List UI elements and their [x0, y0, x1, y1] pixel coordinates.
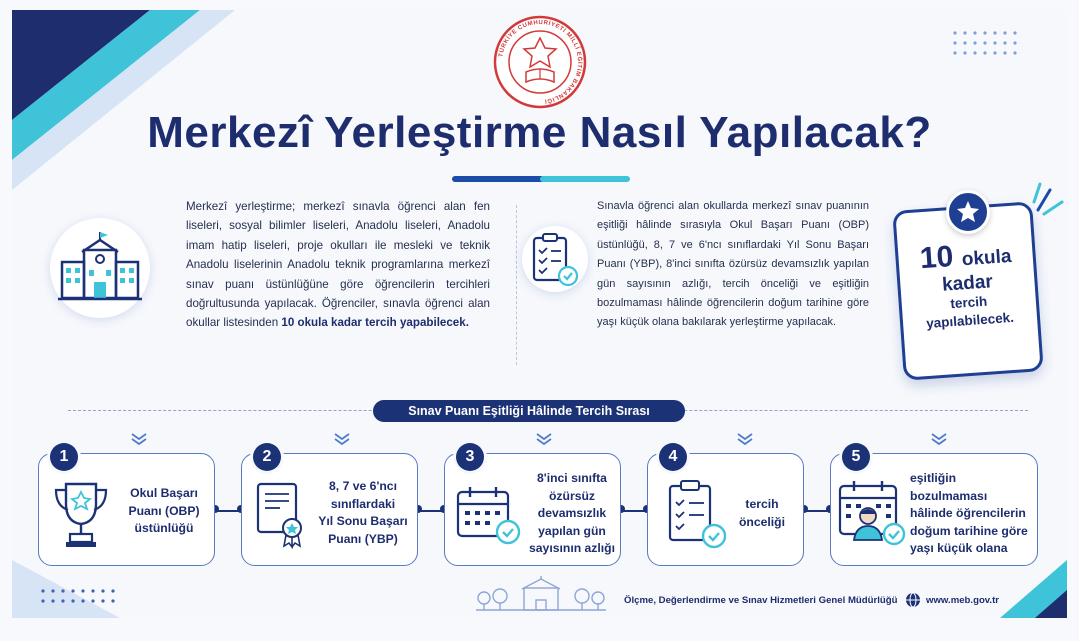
dot-grid-top-right	[952, 30, 1022, 60]
star-icon	[949, 193, 987, 231]
svg-text:TÜRKİYE CUMHURİYETİ MİLLÎ EĞİT: TÜRKİYE CUMHURİYETİ MİLLÎ EĞİTİM BAKANLIĞI	[498, 19, 583, 104]
dot-grid-bottom-left	[40, 588, 120, 608]
school-building-icon	[58, 232, 142, 302]
chevron-down-icon	[130, 432, 148, 446]
globe-icon	[905, 592, 921, 608]
callout-line4: yapılabilecek.	[925, 309, 1015, 331]
callout-unit: okula	[961, 245, 1013, 271]
chevron-down-icon	[535, 432, 553, 446]
step-3-line: sayısının azlığı	[528, 541, 616, 555]
step-5-line: hâlinde öğrencilerin	[910, 506, 1026, 520]
step-2-line: 8, 7 ve 6'ncı	[329, 479, 397, 493]
step-4-line: tercih	[745, 497, 779, 511]
step-3-line: devamsızlık	[537, 506, 607, 520]
step-4-line: önceliği	[738, 514, 786, 529]
step-text-1	[118, 485, 210, 538]
chevron-down-icon	[736, 432, 754, 446]
clipboard-check-icon	[530, 232, 582, 288]
section-pill: Sınav Puanı Eşitliği Hâlinde Tercih Sırası	[373, 400, 685, 422]
step-5-line: yaşı küçük olana	[910, 541, 1008, 555]
left-paragraph-bold: 10 okula kadar tercih yapabilecek.	[281, 316, 469, 330]
step-text-2	[312, 478, 414, 548]
chevron-down-icon	[930, 432, 948, 446]
footer-organization: Ölçme, Değerlendirme ve Sınav Hizmetleri Genel Müdürlüğü	[624, 595, 898, 606]
step-1-line: Okul Başarı	[130, 486, 198, 500]
calendar-student-icon	[836, 478, 908, 550]
ministry-seal-logo	[492, 14, 588, 110]
title-underline-accent	[540, 176, 630, 182]
step-number-2: 2	[253, 443, 281, 471]
step-2-line: sınıflardaki	[330, 496, 396, 511]
step-1-line: Puanı (OBP)	[128, 503, 200, 518]
step-3-line: özürsüz	[548, 488, 596, 503]
step-3-line: yapılan gün	[538, 523, 606, 538]
callout-number: 10	[918, 239, 955, 276]
step-number-4: 4	[659, 443, 687, 471]
step-3-line: 8'inci sınıfta	[537, 471, 607, 485]
step-2-line: Yıl Sonu Başarı	[318, 514, 408, 528]
star-badge	[946, 190, 990, 234]
certificate-icon	[254, 480, 310, 550]
callout-line2: kadar	[941, 271, 994, 296]
right-paragraph: Sınavla öğrenci alan okullarda merkezî sınav puanının eşitliği hâlinde sırasıyla Okul Başarı Puanı (OBP) üstünlüğü, 8, 7 ve 6'ncı sınıflardaki Yıl Sonu Başarı Puanı (YBP), 8'inci sınıfta özürsüz devamsızlık yapılan gün sayısının azlığı, tercih önceliği ve eşitliğin bozulmaması hâlinde öğrencilerin doğum tarihine göre yaşı küçük olana bakılarak yerleştirme yapılacak.	[597, 200, 869, 329]
step-2-line: Puanı (YBP)	[328, 531, 398, 546]
step-5-line: bozulmaması	[910, 488, 988, 503]
step-text-3	[526, 470, 618, 558]
step-text-5	[910, 470, 1034, 558]
footer-website-link[interactable]: www.meb.gov.tr	[926, 595, 1000, 606]
step-number-3: 3	[456, 443, 484, 471]
column-divider	[516, 205, 517, 365]
trophy-icon	[50, 478, 112, 550]
left-paragraph	[186, 197, 490, 333]
step-5-line: doğum tarihine göre	[910, 523, 1028, 538]
checklist-icon	[666, 478, 730, 550]
calendar-check-icon	[454, 484, 524, 548]
callout-line3: tercih	[949, 293, 988, 312]
left-paragraph-text: Merkezî yerleştirme; merkezî sınavla öğrenci alan fen liseleri, sosyal bilimler liseleri, Anadolu liseleri, Anadolu imam hatip liseleri, proje okulları ile mesleki ve teknik Anadolu liselerinin Anadolu teknik programlarına merkezî sınav puanı üstünlüğüne göre öğrencilerin tercihleri doğrultusunda yapılacak. Öğrenciler, sınavla öğrenci alan okullar listesinden	[186, 200, 490, 330]
step-number-1: 1	[50, 443, 78, 471]
step-1-line: üstünlüğü	[134, 521, 194, 535]
step-text-4	[730, 496, 794, 531]
school-skyline-icon	[476, 576, 606, 612]
step-5-line: eşitliğin	[910, 471, 957, 485]
chevron-down-icon	[333, 432, 351, 446]
burst-rays-decoration	[1030, 180, 1070, 220]
step-number-5: 5	[842, 443, 870, 471]
page-title: Merkezî Yerleştirme Nasıl Yapılacak?	[147, 108, 932, 157]
